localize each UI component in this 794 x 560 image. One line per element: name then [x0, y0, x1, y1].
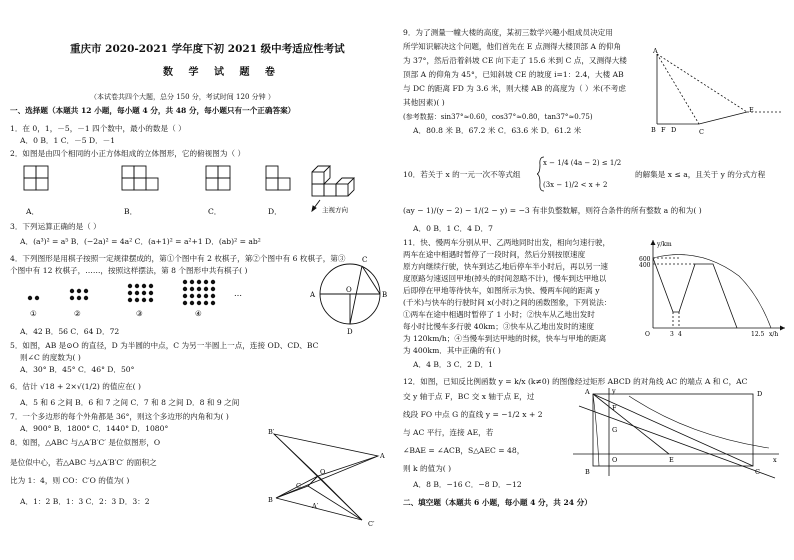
q10-options: A．0 B．1 C．4 D．7: [413, 224, 493, 233]
q8-line1: 8．如图，△ABC 与△A′B′C′ 是位似图形，O: [10, 438, 161, 447]
q8-label-cprime: C′: [368, 520, 375, 528]
q11-line4: 度原路匀速返回甲地(掉头的时间忽略不计)，慢车到达甲地以: [403, 274, 607, 283]
section2-heading: 二、填空题（本题共 6 小题，每小题 4 分，共 24 分）: [403, 498, 592, 507]
q5-label-c: C: [362, 256, 368, 264]
q8-label-aprime: A′: [312, 502, 319, 510]
q4-marker-3: ③: [136, 309, 143, 318]
q11-tick-600: 600: [639, 256, 651, 263]
q2-views-figure: [10, 156, 390, 220]
q9-line2: 所学知识解决这个问题，他们首先在 E 点测得大楼顶部 A 的仰角: [403, 42, 622, 51]
q11-line1: 11．快、慢两车分别从甲、乙两地同时出发，相向匀速行驶，: [403, 238, 611, 247]
q12-label-x: x: [773, 456, 777, 464]
q12-line5: ∠BAE = ∠ACB，S△AEC = 48，: [403, 446, 525, 455]
q7-options: A．900° B．1800° C．1440° D．1080°: [20, 424, 169, 433]
q5-options: A．30° B．45° C．46° D．50°: [20, 365, 135, 374]
q5-label-b: B: [382, 291, 388, 299]
q8-label-b: B: [268, 496, 273, 504]
q8-line3: 比为 1：4，则 CO：C′O 的值为( ): [10, 476, 130, 485]
q8-line2: 是位似中心，若△ABC 与△A′B′C′ 的面积之: [10, 458, 157, 467]
q11-axis-x-label: x/h: [769, 331, 779, 338]
q11-line9: 为 120km/h；④当慢车到达甲地的时候，快车与甲地的距离: [403, 334, 607, 343]
q9-label-b: B: [651, 126, 656, 134]
q1-stem: 1．在 0，1，－5，－1 四个数中，最小的数是（ ）: [10, 124, 186, 133]
q12-label-e: E: [669, 456, 674, 464]
q5-line1: 5．如图，AB 是⊙O 的直径，D 为半圆的中点，C 为另一半圆上一点，连接 OD、CD、BC: [10, 341, 319, 350]
q9-label-d: D: [671, 126, 677, 134]
exam-title: 重庆市 2020-2021 学年度下初 2021 级中考适应性考试: [70, 43, 345, 55]
q2-label-a: A．: [26, 207, 40, 216]
q12-line1: 12．如图，已知反比例函数 y = k/x (k≠0) 的图像经过矩形 ABCD 的对角线 AC 的端点 A 和 C，AC: [403, 377, 748, 386]
q11-line7: ①两车在途中相遇时暂停了 1 小时；②快车从乙地出发时: [403, 310, 595, 319]
q12-line3: 线段 FO 中点 G 的直线 y = −1/2 x + 2: [403, 410, 543, 419]
q4-options: A．42 B．56 C．64 D．72: [20, 327, 120, 336]
q5-circle-figure: [310, 248, 390, 338]
q9-line3: 为 37°，然后沿着斜坡 CE 向下走了 15.6 米到 C 点，又测得大楼: [403, 56, 627, 65]
q4-dot-patterns: [10, 276, 310, 320]
q5-label-d: D: [347, 328, 353, 336]
q11-options: A．4 B．3 C．2 D．1: [413, 360, 493, 369]
q12-label-c: C: [755, 468, 760, 476]
q9-line1: 9．为了测量一幢大楼的高度，某初三数学兴趣小组成员决定用: [403, 28, 613, 37]
q11-origin: O: [645, 331, 650, 338]
q10-line1: 10．若关于 x 的一元一次不等式组: [403, 170, 521, 179]
q10-brace: [537, 156, 545, 192]
q11-line3: 原方向继续行驶，快车到达乙地后停车半小时后，再以另一速: [403, 262, 609, 271]
q11-line2: 两车在途中相遇时暂停了一段时间，然后分别按原速度: [403, 250, 586, 259]
q11-line8: 每小时比慢车多行驶 40km；③快车从乙地出发时的速度: [403, 322, 594, 331]
q4-marker-2: ②: [74, 309, 81, 318]
q6-options: A．5 和 6 之间 B．6 和 7 之间 C．7 和 8 之间 D．8 和 9 之间: [20, 398, 240, 407]
q8-label-a: A: [380, 452, 385, 460]
q9-line4: 顶部 A 的仰角为 45°，已知斜坡 CE 的坡度 i=1：2.4，大楼 AB: [403, 70, 624, 79]
q4-ellipsis: …: [234, 289, 242, 298]
q12-line2: 交 y 轴于点 F，BC 交 x 轴于点 E，过: [403, 392, 535, 401]
q11-tick-3: 3: [670, 331, 674, 338]
q11-distance-graph: [639, 236, 789, 338]
q2-stem: 2．如图是由四个相同的小正方体组成的立体图形，它的俯视图为（ ）: [10, 149, 246, 158]
q2-label-b: B．: [124, 207, 138, 216]
q12-label-y: y: [612, 387, 616, 395]
q9-options: A．80.8 米 B．67.2 米 C．63.6 米 D．61.2 米: [413, 126, 582, 135]
q4-marker-4: ④: [195, 309, 202, 318]
q11-tick-4: 4: [678, 331, 682, 338]
q4-marker-1: ①: [30, 309, 37, 318]
q4-line2: 个图中有 12 枚棋子，……，按照这样摆法，第 8 个图形中共有棋子( ): [10, 266, 248, 275]
q12-line4: 与 AC 平行，连接 AE，若: [403, 428, 494, 437]
q8-label-bprime: B′: [268, 428, 275, 436]
q12-options: A．8 B．−16 C．−8 D．−12: [413, 480, 522, 489]
section1-heading: 一、选择题（本题共 12 小题，每小题 4 分，共 48 分，每小题只有一个正确答案）: [10, 106, 296, 115]
q9-label-f: F: [661, 126, 666, 134]
q12-rectangle-figure: [569, 386, 785, 482]
q11-line5: 后即停在甲地等待快车，如图所示为快、慢两车间的距离 y: [403, 286, 600, 295]
q11-line10: 为 400km．其中正确的有( ): [403, 346, 501, 355]
q10-system-bottom: (3x − 1)/2 < x + 2: [543, 181, 608, 189]
q9-label-c: C: [699, 128, 704, 136]
q8-homothety-figure: [258, 428, 388, 528]
q3-stem: 3．下列运算正确的是（ ）: [10, 222, 101, 231]
q12-line6: 则 k 的值为( ): [403, 464, 452, 473]
q12-label-b: B: [585, 468, 590, 476]
q9-line6: 其他因素)( ): [403, 98, 445, 107]
q8-label-c: C: [296, 482, 301, 490]
q9-building-figure: [651, 46, 785, 142]
exam-subtitle: 数 学 试 题 卷: [163, 67, 281, 78]
q12-label-f: F: [612, 404, 617, 412]
q2-view-direction-label: 主视方向: [322, 206, 348, 214]
q12-label-g: G: [612, 426, 618, 434]
q10-line2: (ay − 1)/(y − 2) − 1/(2 − y) = −3 有非负整数解，则符合条件的所有整数 a 的和为( ): [403, 206, 702, 215]
q9-line5: 与 DC 的距离 FD 为 3.6 米，则大楼 AB 的高度为（ ）米(不考虑: [403, 84, 626, 93]
q11-tick-12-5: 12.5: [751, 331, 765, 338]
q8-options: A．1：2 B．1：3 C．2：3 D．3：2: [20, 497, 150, 506]
q11-tick-400: 400: [639, 262, 651, 269]
q9-label-e: E: [749, 106, 754, 114]
q10-line1b: 的解集是 x ≤ a，且关于 y 的分式方程: [635, 170, 766, 179]
q2-label-c: C．: [208, 207, 222, 216]
q2-label-d: D．: [268, 207, 282, 216]
q7-stem: 7．一个多边形的每个外角都是 36°，则这个多边形的内角和为( ): [10, 412, 229, 421]
exam-note: （本试卷共四个大题，总分 150 分，考试时间 120 分钟 ）: [90, 93, 275, 101]
q10-system-top: x − 1/4 (4a − 2) ≤ 1/2: [543, 159, 622, 167]
q12-label-o: O: [612, 456, 618, 464]
q11-line6: (千米)与快车的行驶时间 x(小时)之间的函数图象，下列说法：: [403, 298, 612, 307]
q5-line2: 则∠C 的度数为( ): [20, 353, 81, 362]
q4-line1: 4．下列图形是用棋子按照一定规律摆成的，第①个图中有 2 枚棋子，第②个图中有 6 枚棋子，第③: [10, 254, 346, 263]
q9-label-a: A: [653, 47, 658, 55]
q12-label-d: D: [757, 390, 763, 398]
q12-label-a: A: [585, 388, 590, 396]
q5-label-o: O: [346, 286, 352, 294]
q5-label-a: A: [310, 291, 316, 299]
q1-options: A．0 B．1 C．－5 D．－1: [20, 136, 116, 145]
q11-axis-y-label: y/km: [657, 241, 672, 248]
q9-reference: (参考数据：sin37°≈0.60，cos37°≈0.80，tan37°≈0.75): [403, 113, 593, 121]
q6-stem: 6．估计 √18 + 2×√(1/2) 的值应在( ): [10, 382, 142, 391]
q8-label-o: O: [320, 468, 326, 476]
q3-options: A．(a³)² = a⁵ B．(−2a)² = 4a² C．(a+1)² = a²+1 D．(ab)² = ab²: [20, 237, 261, 246]
